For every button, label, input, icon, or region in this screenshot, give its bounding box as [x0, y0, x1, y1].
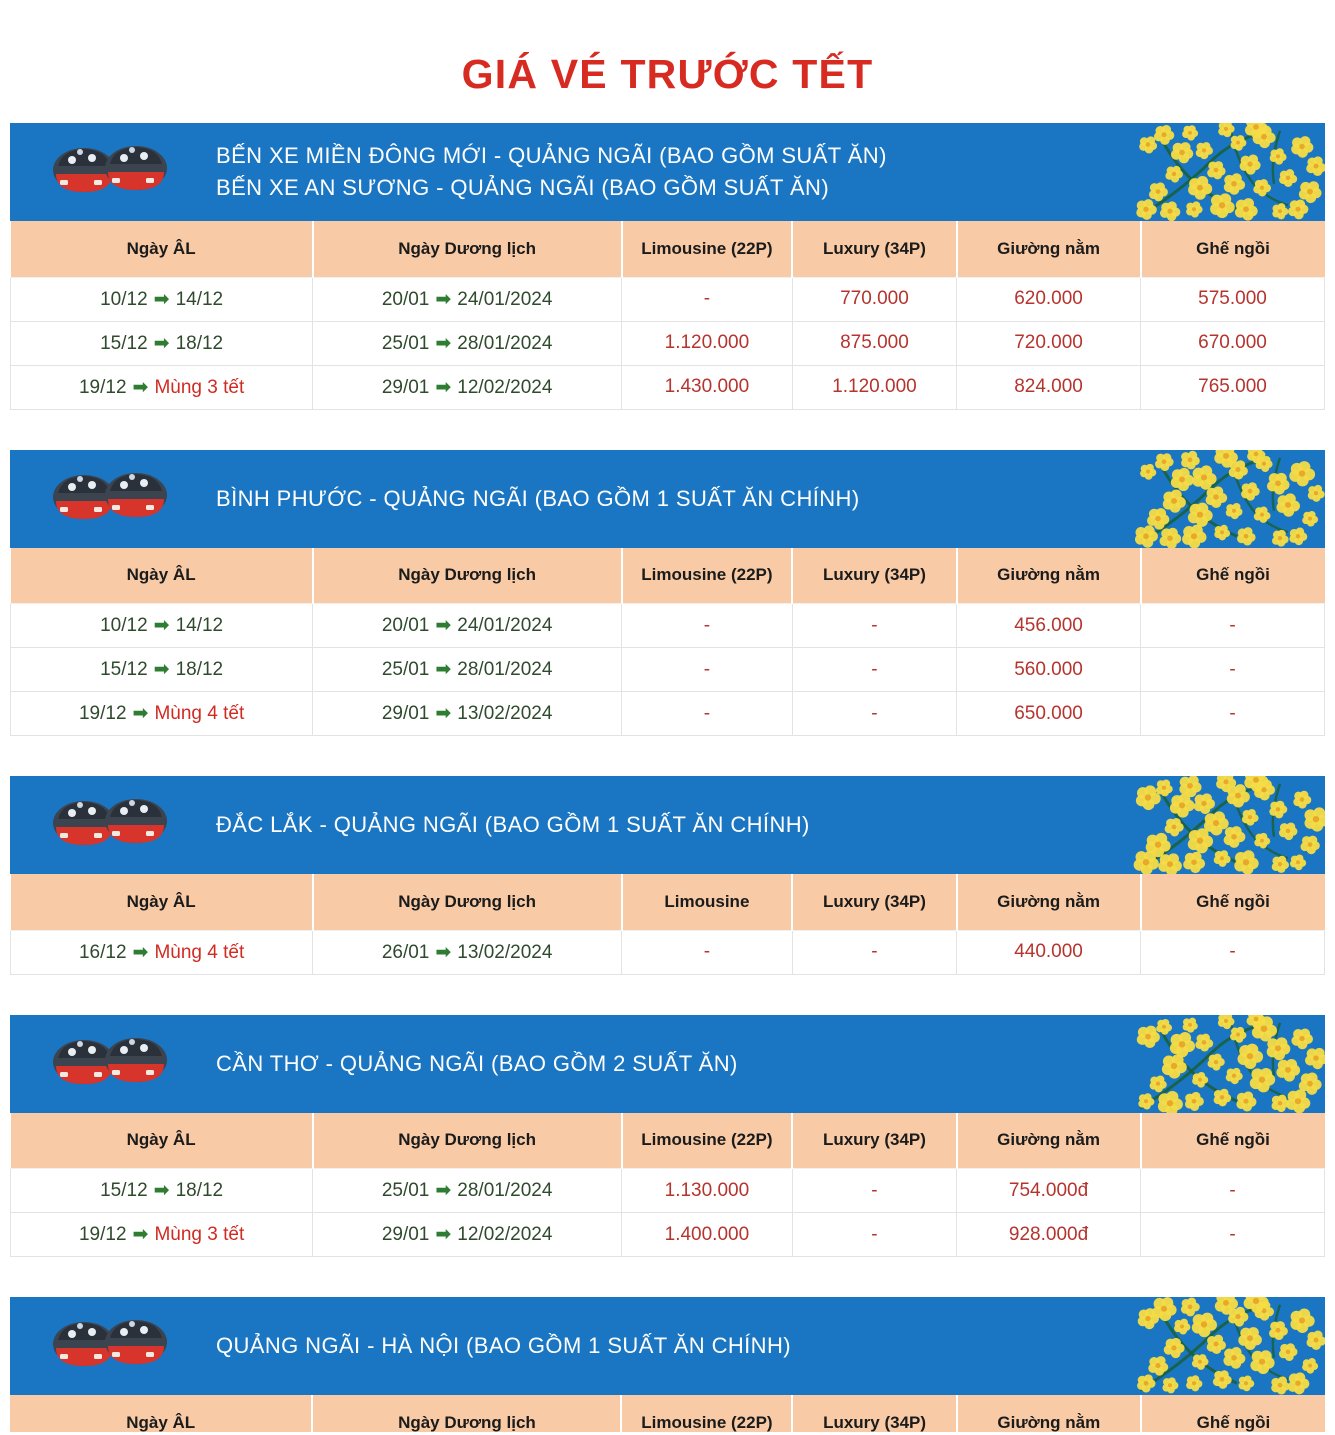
price-limousine: -	[622, 692, 793, 736]
solar-date-to: 24/01/2024	[457, 615, 553, 637]
solar-date-to: 28/01/2024	[457, 1180, 553, 1202]
arrow-right-icon: ➡	[435, 288, 452, 310]
column-header: Limousine (22P)	[621, 1395, 792, 1432]
arrow-right-icon: ➡	[153, 1180, 170, 1202]
solar-date-to: 13/02/2024	[457, 941, 553, 963]
column-header: Limousine (22P)	[622, 548, 793, 604]
lunar-date-cell	[11, 648, 313, 692]
table-row	[11, 365, 1325, 409]
arrow-right-icon: ➡	[435, 1224, 452, 1246]
lunar-date-cell	[11, 277, 313, 321]
column-header: Luxury (34P)	[792, 1395, 956, 1432]
table-row	[11, 648, 1325, 692]
column-header: Limousine	[622, 874, 793, 930]
route-title-line: BẾN XE MIỀN ĐÔNG MỚI - QUẢNG NGÃI (BAO GỒM SUẤT ĂN)	[216, 143, 887, 169]
column-header: Limousine (22P)	[622, 1113, 793, 1169]
solar-date-cell	[313, 604, 622, 648]
table-row	[11, 692, 1325, 736]
price-giuong-nam: 650.000	[957, 692, 1141, 736]
arrow-right-icon: ➡	[153, 288, 170, 310]
price-luxury: -	[792, 604, 956, 648]
route-section-dac-lak	[10, 776, 1325, 975]
route-section-can-tho	[10, 1015, 1325, 1258]
lunar-date-from: 19/12	[78, 1224, 127, 1246]
solar-date-from: 29/01	[381, 1224, 430, 1246]
price-limousine: -	[622, 930, 793, 974]
column-header: Ghế ngồi	[1141, 548, 1325, 604]
lunar-date-from: 10/12	[100, 615, 148, 637]
column-header: Giường nằm	[957, 221, 1141, 277]
price-luxury: -	[792, 648, 956, 692]
price-luxury: -	[792, 930, 956, 974]
solar-date-to: 28/01/2024	[457, 659, 553, 681]
price-limousine: 1.400.000	[622, 1213, 793, 1257]
table-header-row	[11, 874, 1325, 930]
column-header: Ngày Dương lịch	[313, 1113, 622, 1169]
arrow-right-icon: ➡	[153, 615, 170, 637]
price-giuong-nam: 928.000đ	[957, 1213, 1141, 1257]
price-ghe-ngoi: -	[1141, 648, 1325, 692]
bus-icon	[48, 1028, 198, 1100]
price-ghe-ngoi: -	[1141, 692, 1325, 736]
column-header: Ngày ÂL	[11, 1113, 313, 1169]
price-table-binh-phuoc	[10, 548, 1325, 737]
sections-container	[0, 123, 1335, 1432]
price-giuong-nam: 440.000	[957, 930, 1141, 974]
column-header: Giường nằm	[957, 1113, 1141, 1169]
solar-date-cell	[313, 1169, 622, 1213]
price-ghe-ngoi: -	[1141, 604, 1325, 648]
price-giuong-nam: 560.000	[957, 648, 1141, 692]
bus-icon	[48, 1310, 198, 1382]
price-table-can-tho	[10, 1113, 1325, 1258]
route-title-line: ĐẮC LẮK - QUẢNG NGÃI (BAO GỒM 1 SUẤT ĂN CHÍNH)	[216, 812, 810, 838]
price-ghe-ngoi: -	[1141, 1169, 1325, 1213]
solar-date-to: 28/01/2024	[457, 332, 553, 354]
route-header-mien-dong-an-suong	[10, 123, 1325, 221]
lunar-date-cell	[11, 321, 313, 365]
route-section-mien-dong-an-suong	[10, 123, 1325, 410]
solar-date-cell	[313, 692, 622, 736]
lunar-date-cell	[11, 604, 313, 648]
lunar-date-from: 15/12	[100, 332, 148, 354]
column-header: Luxury (34P)	[792, 548, 956, 604]
arrow-right-icon: ➡	[435, 332, 452, 354]
arrow-right-icon: ➡	[132, 941, 149, 963]
table-row	[11, 277, 1325, 321]
bus-icon	[48, 789, 198, 861]
solar-date-from: 29/01	[381, 376, 430, 398]
lunar-date-to: Mùng 3 tết	[154, 376, 245, 398]
table-row	[11, 321, 1325, 365]
column-header: Ngày ÂL	[11, 548, 313, 604]
price-ghe-ngoi: -	[1141, 1213, 1325, 1257]
column-header: Ghế ngồi	[1141, 221, 1325, 277]
solar-date-cell	[313, 277, 622, 321]
price-luxury: 1.120.000	[792, 365, 956, 409]
price-luxury: 875.000	[792, 321, 956, 365]
price-luxury: 770.000	[792, 277, 956, 321]
route-title	[198, 140, 1325, 204]
route-section-binh-phuoc	[10, 450, 1325, 737]
solar-date-cell	[313, 1213, 622, 1257]
price-limousine: 1.120.000	[622, 321, 793, 365]
price-giuong-nam: 720.000	[957, 321, 1141, 365]
route-section-quang-ngai-ha-noi	[10, 1297, 1325, 1432]
price-giuong-nam: 620.000	[957, 277, 1141, 321]
lunar-date-to: 18/12	[175, 659, 224, 681]
solar-date-from: 26/01	[381, 941, 430, 963]
table-header-row	[11, 548, 1325, 604]
arrow-right-icon: ➡	[435, 703, 452, 725]
table-row	[11, 930, 1325, 974]
column-header: Luxury (34P)	[792, 1113, 956, 1169]
solar-date-cell	[313, 648, 622, 692]
price-giuong-nam: 824.000	[957, 365, 1141, 409]
column-header: Ngày Dương lịch	[312, 1395, 621, 1432]
lunar-date-to: 18/12	[175, 332, 224, 354]
route-title	[198, 809, 1325, 841]
column-header: Ngày Dương lịch	[313, 874, 622, 930]
lunar-date-to: Mùng 3 tết	[154, 1224, 245, 1246]
column-header: Ghế ngồi	[1141, 874, 1325, 930]
lunar-date-from: 16/12	[78, 941, 127, 963]
bus-icon	[48, 136, 198, 208]
lunar-date-cell	[11, 1213, 313, 1257]
solar-date-cell	[313, 930, 622, 974]
route-title	[198, 483, 1325, 515]
lunar-date-to: Mùng 4 tết	[154, 941, 245, 963]
price-giuong-nam: 456.000	[957, 604, 1141, 648]
arrow-right-icon: ➡	[153, 332, 170, 354]
price-limousine: 1.130.000	[622, 1169, 793, 1213]
price-ghe-ngoi: 575.000	[1141, 277, 1325, 321]
bus-icon	[48, 1028, 198, 1100]
solar-date-from: 25/01	[381, 1180, 430, 1202]
solar-date-from: 25/01	[381, 659, 430, 681]
arrow-right-icon: ➡	[435, 376, 452, 398]
column-header: Giường nằm	[957, 874, 1141, 930]
solar-date-to: 13/02/2024	[457, 703, 553, 725]
column-header: Ghế ngồi	[1141, 1395, 1325, 1432]
price-ghe-ngoi: 670.000	[1141, 321, 1325, 365]
route-header-binh-phuoc	[10, 450, 1325, 548]
solar-date-to: 12/02/2024	[457, 376, 553, 398]
column-header: Ngày ÂL	[11, 221, 313, 277]
table-row	[11, 1213, 1325, 1257]
route-title-line: CẦN THƠ - QUẢNG NGÃI (BAO GỒM 2 SUẤT ĂN)	[216, 1050, 738, 1076]
column-header: Ngày ÂL	[10, 1395, 312, 1432]
solar-date-cell	[313, 321, 622, 365]
price-giuong-nam: 754.000đ	[957, 1169, 1141, 1213]
column-header: Ngày ÂL	[11, 874, 313, 930]
price-limousine: -	[622, 277, 793, 321]
price-limousine: -	[622, 604, 793, 648]
table-row	[11, 1169, 1325, 1213]
solar-date-from: 20/01	[381, 615, 430, 637]
route-title-line: BÌNH PHƯỚC - QUẢNG NGÃI (BAO GỒM 1 SUẤT ĂN CHÍNH)	[216, 485, 860, 511]
table-header-row	[11, 1113, 1325, 1169]
lunar-date-from: 15/12	[100, 1180, 148, 1202]
solar-date-from: 29/01	[381, 703, 430, 725]
lunar-date-to: Mùng 4 tết	[154, 703, 245, 725]
route-title	[198, 1048, 1325, 1080]
price-luxury: -	[792, 1169, 956, 1213]
price-table-mien-dong-an-suong	[10, 221, 1325, 410]
route-header-quang-ngai-ha-noi	[10, 1297, 1325, 1395]
route-title	[198, 1330, 1325, 1362]
arrow-right-icon: ➡	[132, 703, 149, 725]
solar-date-from: 25/01	[381, 332, 430, 354]
arrow-right-icon: ➡	[132, 376, 149, 398]
solar-date-cell	[313, 365, 622, 409]
lunar-date-cell	[11, 1169, 313, 1213]
price-ghe-ngoi: -	[1141, 930, 1325, 974]
table-row	[11, 604, 1325, 648]
lunar-date-from: 10/12	[100, 288, 148, 310]
table-header-row	[10, 1395, 1325, 1432]
route-header-can-tho	[10, 1015, 1325, 1113]
arrow-right-icon: ➡	[435, 1180, 452, 1202]
solar-date-to: 24/01/2024	[457, 288, 553, 310]
route-title-line: QUẢNG NGÃI - HÀ NỘI (BAO GỒM 1 SUẤT ĂN CHÍNH)	[216, 1333, 791, 1359]
price-ghe-ngoi: 765.000	[1141, 365, 1325, 409]
column-header: Giường nằm	[957, 1395, 1141, 1432]
arrow-right-icon: ➡	[132, 1224, 149, 1246]
column-header: Ngày Dương lịch	[313, 221, 622, 277]
lunar-date-cell	[11, 930, 313, 974]
price-limousine: 1.430.000	[622, 365, 793, 409]
price-table-quang-ngai-ha-noi	[10, 1395, 1325, 1432]
bus-icon	[48, 1310, 198, 1382]
lunar-date-cell	[11, 365, 313, 409]
bus-icon	[48, 463, 198, 535]
lunar-date-to: 14/12	[175, 288, 224, 310]
solar-date-from: 20/01	[381, 288, 430, 310]
lunar-date-from: 19/12	[78, 703, 127, 725]
solar-date-to: 12/02/2024	[457, 1224, 553, 1246]
lunar-date-cell	[11, 692, 313, 736]
route-title-line: BẾN XE AN SƯƠNG - QUẢNG NGÃI (BAO GỒM SUẤT ĂN)	[216, 175, 830, 201]
route-header-dac-lak	[10, 776, 1325, 874]
column-header: Ghế ngồi	[1141, 1113, 1325, 1169]
arrow-right-icon: ➡	[435, 615, 452, 637]
arrow-right-icon: ➡	[435, 941, 452, 963]
column-header: Giường nằm	[957, 548, 1141, 604]
lunar-date-to: 14/12	[175, 615, 224, 637]
price-limousine: -	[622, 648, 793, 692]
lunar-date-from: 19/12	[78, 376, 127, 398]
lunar-date-from: 15/12	[100, 659, 148, 681]
column-header: Luxury (34P)	[792, 874, 956, 930]
price-luxury: -	[792, 1213, 956, 1257]
arrow-right-icon: ➡	[435, 659, 452, 681]
column-header: Luxury (34P)	[792, 221, 956, 277]
bus-icon	[48, 136, 198, 208]
bus-icon	[48, 463, 198, 535]
price-luxury: -	[792, 692, 956, 736]
table-header-row	[11, 221, 1325, 277]
column-header: Limousine (22P)	[622, 221, 793, 277]
column-header: Ngày Dương lịch	[313, 548, 622, 604]
price-table-dac-lak	[10, 874, 1325, 975]
page-title: GIÁ VÉ TRƯỚC TẾT	[461, 51, 874, 97]
lunar-date-to: 18/12	[175, 1180, 224, 1202]
bus-icon	[48, 789, 198, 861]
arrow-right-icon: ➡	[153, 659, 170, 681]
